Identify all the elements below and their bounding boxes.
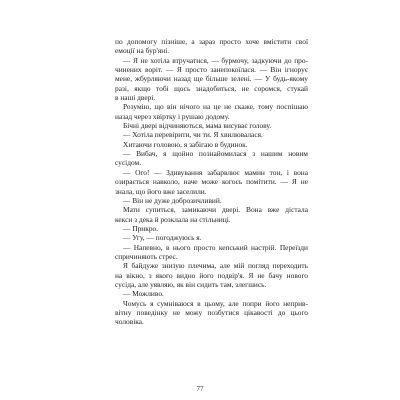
text-line: — Я не хотіла втручатися, — бурмочу, задкуючи до про- xyxy=(123,55,308,65)
text-line: Я байдуже знизую плечима, але мій погляд переходить xyxy=(123,261,308,271)
text-line: Розумію, що він нічого на це не скаже, тому поспішаю xyxy=(123,102,308,112)
text-line: Хитаючи головою, я забігаю в будинок. xyxy=(123,139,248,149)
text-line: — Прикро. xyxy=(123,223,159,233)
text-line: разі, якщо тобі щось знадобиться, не соромся, стукай xyxy=(115,83,308,93)
text-line: — Хотіла перевірити, чи ти. Я хвилювалася. xyxy=(123,130,263,140)
text-line: — Ого! — Здивування забарвлює мамин тон, і вона xyxy=(123,167,308,177)
text-line: Бічні двері відчиняються, мама висуває голову. xyxy=(123,121,272,131)
text-line: — Він не дуже доброзичливий. xyxy=(123,195,222,205)
text-line: — Напевно, в нього просто кепський настрій. Переїзди xyxy=(123,242,308,252)
text-line: сусіда, але уявляю, як він сидить там, злегшись. xyxy=(115,279,267,289)
text-line: кекси з дека й розклала на стільниці. xyxy=(115,214,231,224)
body-text xyxy=(115,37,308,327)
text-line: Чомусь я сумніваюся в цьому, але попри його неприв- xyxy=(123,298,308,308)
page-number: 77 xyxy=(196,385,204,393)
text-line: на вікно, з якого видно його подвір'я. Я не бачу нового xyxy=(115,270,308,280)
text-line: емоції на бур'яні. xyxy=(115,46,170,56)
text-line: в наші двері. xyxy=(115,93,156,103)
text-line: спричиняють стрес. xyxy=(115,251,178,261)
text-line: знала, що його вже заселили. xyxy=(115,186,207,196)
text-line: — Вибач, я щойно познайомилася з нашим новим xyxy=(123,149,308,159)
text-line: назад через хвіртку і рушаю додому. xyxy=(115,111,230,121)
text-line: — Угу, — погоджуюсь я. xyxy=(123,233,202,243)
text-line: вітну поведінку не можу позбутися цікавості до цього xyxy=(115,307,308,317)
text-line: чинених воріт. — Я просто занепокоїлася. — Він ігнорує xyxy=(115,65,308,75)
text-line: мене, жбурляючи назад ще більше зелені. — У будь-якому xyxy=(115,74,308,84)
text-line: озирається навколо, наче може когось помітити. — Я не xyxy=(115,177,308,187)
text-line: чоловіка. xyxy=(115,317,144,327)
text-line: — Можливо. xyxy=(123,289,164,299)
text-line: сусідом. xyxy=(115,158,142,168)
text-line: по допомогу пізніше, а зараз просто хоче вмістити свої xyxy=(115,37,308,46)
text-line: Мати супиться, замикаючи двері. Вона вже дістала xyxy=(123,205,308,215)
